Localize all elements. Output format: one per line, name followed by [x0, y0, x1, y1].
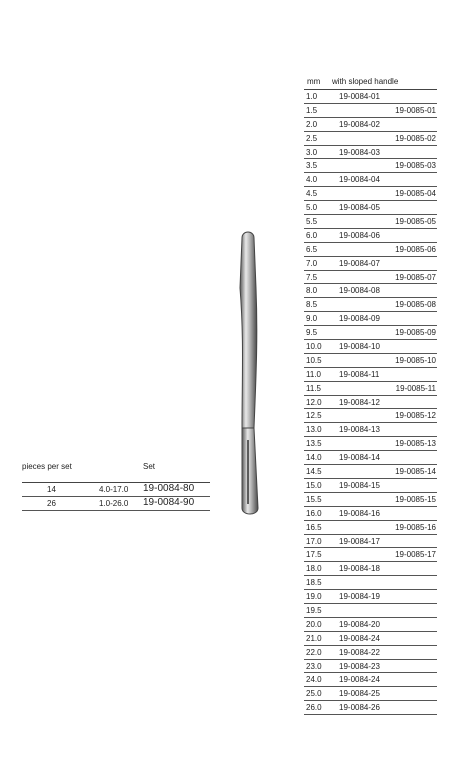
- size-mm: 6.5: [306, 244, 318, 254]
- sloped-handle-header: with sloped handle: [332, 77, 399, 86]
- size-rows: [304, 90, 437, 715]
- size-mm: 10.5: [306, 355, 322, 365]
- size-row: [304, 660, 437, 674]
- article-number: 19-0085-02: [395, 133, 436, 143]
- size-row: [304, 604, 437, 618]
- size-mm: 2.0: [306, 119, 318, 129]
- size-row: [304, 396, 437, 410]
- article-number: 19-0084-17: [339, 536, 380, 546]
- size-mm: 17.0: [306, 536, 322, 546]
- pieces-per-set-header: pieces per set: [22, 462, 72, 471]
- article-number: 19-0085-17: [395, 550, 436, 560]
- article-number: 19-0085-16: [395, 522, 436, 532]
- size-mm: 18.5: [306, 578, 322, 588]
- article-number: 19-0084-19: [339, 592, 380, 602]
- size-row: [304, 632, 437, 646]
- size-row: [304, 687, 437, 701]
- size-mm: 23.0: [306, 661, 322, 671]
- size-mm: 24.0: [306, 675, 322, 685]
- size-mm: 15.5: [306, 494, 322, 504]
- article-number: 19-0084-10: [339, 342, 380, 352]
- dilator-handle: [242, 428, 258, 514]
- article-number: 19-0085-08: [395, 300, 436, 310]
- size-row: [304, 354, 437, 368]
- size-mm: 3.5: [306, 161, 318, 171]
- size-row: [304, 298, 437, 312]
- size-row: [304, 382, 437, 396]
- size-row: [304, 146, 437, 160]
- size-mm: 20.0: [306, 619, 322, 629]
- size-row: [304, 562, 437, 576]
- article-number: 19-0084-20: [339, 619, 380, 629]
- article-number: 19-0084-13: [339, 425, 380, 435]
- size-mm: 10.0: [306, 342, 322, 352]
- size-row: [304, 187, 437, 201]
- article-number: 19-0084-08: [339, 286, 380, 296]
- size-row: [304, 618, 437, 632]
- article-number: 19-0084-24: [339, 675, 380, 685]
- set-row: [22, 483, 210, 497]
- size-row: [304, 576, 437, 590]
- size-mm: 12.5: [306, 411, 322, 421]
- size-row: [304, 201, 437, 215]
- article-number: 19-0084-12: [339, 397, 380, 407]
- article-number: 19-0084-11: [339, 369, 380, 379]
- article-number: 19-0085-13: [395, 439, 436, 449]
- article-number: 19-0084-05: [339, 203, 380, 213]
- article-number: 19-0084-01: [339, 92, 380, 101]
- size-mm: 12.0: [306, 397, 322, 407]
- size-row: [304, 340, 437, 354]
- mm-header: mm: [307, 77, 321, 86]
- dilator-shaft: [240, 232, 257, 428]
- article-number: 19-0084-14: [339, 453, 380, 463]
- size-mm: 11.5: [306, 383, 321, 393]
- size-row: [304, 479, 437, 493]
- article-number: 19-0084-04: [339, 175, 380, 185]
- size-mm: 21.0: [306, 633, 322, 643]
- article-number: 19-0085-05: [395, 217, 436, 227]
- size-mm: 17.5: [306, 550, 322, 560]
- article-number: 19-0084-07: [339, 258, 380, 268]
- size-mm: 4.0: [306, 175, 318, 185]
- size-row: [304, 548, 437, 562]
- size-mm: 13.5: [306, 439, 322, 449]
- size-row: [304, 215, 437, 229]
- size-mm: 18.0: [306, 564, 322, 574]
- size-mm: 9.0: [306, 314, 318, 324]
- size-mm: 9.5: [306, 328, 318, 338]
- size-row: [304, 646, 437, 660]
- size-mm: 15.0: [306, 480, 322, 490]
- size-row: [304, 104, 437, 118]
- article-number: 19-0085-12: [395, 411, 436, 421]
- size-mm: 14.0: [306, 453, 322, 463]
- size-mm: 25.0: [306, 689, 322, 699]
- size-row: [304, 229, 437, 243]
- article-number: 19-0084-25: [339, 689, 380, 699]
- size-row: [304, 590, 437, 604]
- size-row: [304, 132, 437, 146]
- set-header: Set: [143, 462, 156, 471]
- article-number: 19-0084-03: [339, 147, 380, 157]
- size-mm: 5.0: [306, 203, 318, 213]
- article-number: 19-0084-09: [339, 314, 380, 324]
- size-mm: 26.0: [306, 703, 322, 713]
- size-row: [304, 451, 437, 465]
- set-table-header: [22, 460, 210, 483]
- dilator-instrument-image: [228, 228, 268, 518]
- article-number: 19-0084-24: [339, 633, 380, 643]
- size-row: [304, 271, 437, 285]
- set-number: 19-0084-90: [143, 497, 195, 508]
- size-table: [304, 75, 437, 715]
- size-row: [304, 423, 437, 437]
- size-row: [304, 409, 437, 423]
- size-mm: 1.0: [306, 92, 318, 101]
- article-number: 19-0084-23: [339, 661, 380, 671]
- set-pieces: 14: [47, 485, 56, 494]
- size-mm: 3.0: [306, 147, 318, 157]
- size-mm: 19.0: [306, 592, 322, 602]
- size-mm: 8.5: [306, 300, 318, 310]
- article-number: 19-0084-26: [339, 703, 380, 713]
- size-mm: 11.0: [306, 369, 321, 379]
- set-row: [22, 497, 210, 511]
- article-number: 19-0085-06: [395, 244, 436, 254]
- size-row: [304, 368, 437, 382]
- size-row: [304, 521, 437, 535]
- set-table: [22, 460, 210, 511]
- article-number: 19-0085-03: [395, 161, 436, 171]
- size-row: [304, 243, 437, 257]
- article-number: 19-0085-10: [395, 355, 436, 365]
- size-mm: 2.5: [306, 133, 318, 143]
- size-row: [304, 257, 437, 271]
- set-pieces: 26: [47, 499, 56, 508]
- article-number: 19-0084-18: [339, 564, 380, 574]
- size-mm: 5.5: [306, 217, 318, 227]
- size-mm: 4.5: [306, 189, 318, 199]
- article-number: 19-0084-06: [339, 230, 380, 240]
- size-mm: 16.0: [306, 508, 322, 518]
- size-mm: 7.0: [306, 258, 318, 268]
- article-number: 19-0085-01: [395, 105, 436, 115]
- size-mm: 13.0: [306, 425, 322, 435]
- size-mm: 1.5: [306, 105, 318, 115]
- size-row: [304, 173, 437, 187]
- size-row: [304, 90, 437, 104]
- size-row: [304, 312, 437, 326]
- article-number: 19-0085-07: [395, 272, 436, 282]
- size-row: [304, 507, 437, 521]
- article-number: 19-0085-11: [395, 383, 436, 393]
- size-mm: 7.5: [306, 272, 318, 282]
- size-row: [304, 535, 437, 549]
- size-row: [304, 437, 437, 451]
- size-row: [304, 673, 437, 687]
- size-mm: 16.5: [306, 522, 322, 532]
- size-row: [304, 493, 437, 507]
- article-number: 19-0085-15: [395, 494, 436, 504]
- size-row: [304, 701, 437, 715]
- size-mm: 6.0: [306, 230, 318, 240]
- size-mm: 8.0: [306, 286, 318, 296]
- size-row: [304, 159, 437, 173]
- article-number: 19-0085-14: [395, 467, 436, 477]
- article-number: 19-0085-09: [395, 328, 436, 338]
- set-range: 4.0-17.0: [99, 485, 129, 494]
- size-row: [304, 326, 437, 340]
- size-row: [304, 465, 437, 479]
- article-number: 19-0084-02: [339, 119, 380, 129]
- size-table-header: [304, 75, 437, 90]
- set-range: 1.0-26.0: [99, 499, 129, 508]
- article-number: 19-0084-15: [339, 480, 380, 490]
- size-row: [304, 118, 437, 132]
- size-mm: 14.5: [306, 467, 322, 477]
- set-number: 19-0084-80: [143, 483, 195, 494]
- article-number: 19-0084-22: [339, 647, 380, 657]
- article-number: 19-0084-16: [339, 508, 380, 518]
- article-number: 19-0085-04: [395, 189, 436, 199]
- size-mm: 19.5: [306, 605, 322, 615]
- size-mm: 22.0: [306, 647, 322, 657]
- size-row: [304, 284, 437, 298]
